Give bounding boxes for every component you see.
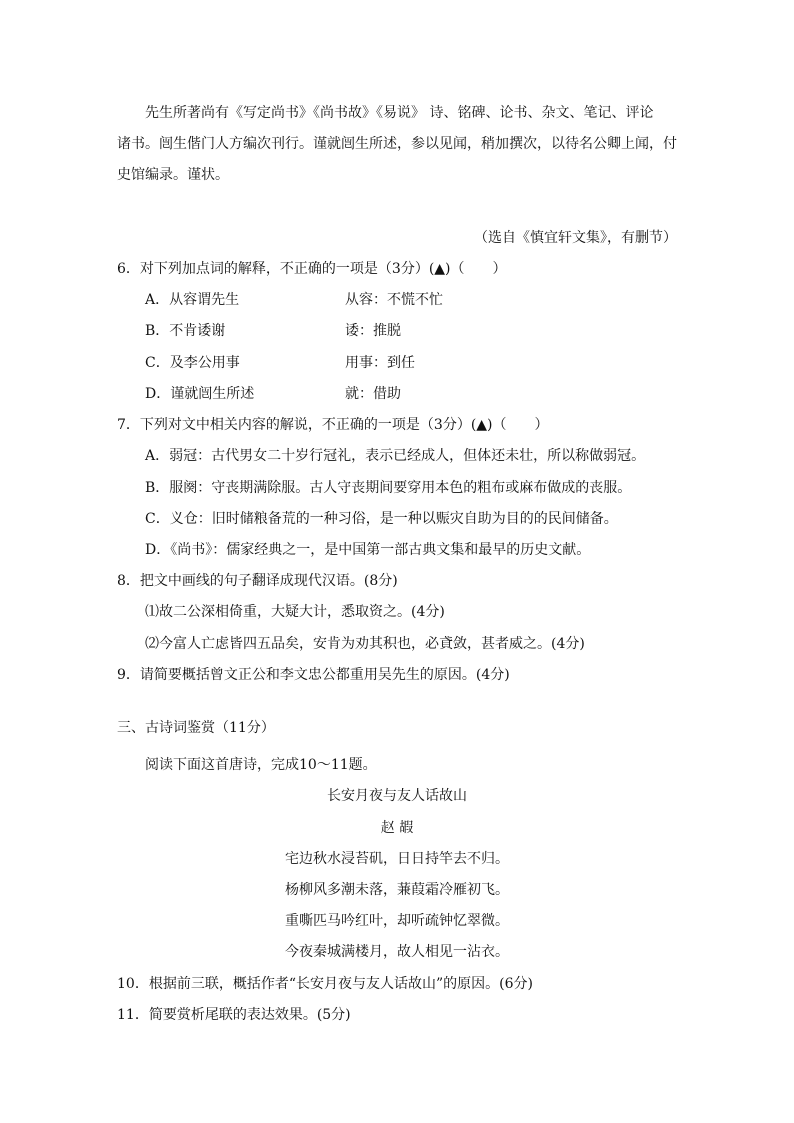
- question-6-option-d: [145, 384, 645, 404]
- question-8-item-1: ⑴故二公深相倚重，大疑大计，悉取资之。(4分): [145, 604, 445, 620]
- question-7-stem: 7．下列对文中相关内容的解说，不正确的一项是（3分）(▲)（ ）: [117, 417, 549, 433]
- poem-line-1: 宅边秋水浸苔矶，日日持竿去不归。: [285, 851, 509, 867]
- option-text: A．从容谓先生: [145, 292, 240, 308]
- question-6-option-c: [145, 353, 645, 373]
- option-text: D．谨就闿生所述: [145, 386, 255, 402]
- option-explanation: 用事：到任: [345, 355, 415, 371]
- question-9-stem: 9．请简要概括曾文正公和李文忠公都重用吴先生的原因。(4分): [117, 667, 510, 683]
- option-explanation: 从容：不慌不忙: [345, 292, 443, 308]
- option-text: C．及李公用事: [145, 355, 240, 371]
- question-7-option-a: A．弱冠：古代男女二十岁行冠礼，表示已经成人，但体还未壮，所以称做弱冠。: [145, 448, 646, 464]
- question-11-stem: 11．简要赏析尾联的表达效果。(5分): [117, 1007, 351, 1023]
- question-8-item-2: ⑵今富人亡虑皆四五品矣，安肯为劝其积也，必貣敛，甚者威之。(4分): [145, 636, 585, 652]
- poem-line-4: 今夜秦城满楼月，故人相见一沾衣。: [285, 944, 509, 960]
- question-7-option-c: C．义仓：旧时储粮备荒的一种习俗，是一种以赈灾自助为目的的民间储备。: [145, 511, 618, 527]
- option-explanation: 就：借助: [345, 386, 401, 402]
- question-6-option-a: [145, 290, 645, 310]
- question-6-stem: 6．对下列加点词的解释，不正确的一项是（3分）(▲)（ ）: [117, 261, 507, 277]
- section-3-heading: 三、古诗词鉴赏（11分）: [117, 720, 275, 736]
- passage-line-3: 史馆编录。谨状。: [117, 167, 229, 183]
- question-7-option-d: D．《尚书》：儒家经典之一，是中国第一部古典文集和最早的历史文献。: [145, 542, 591, 558]
- option-text: B．不肯诿谢: [145, 323, 226, 339]
- poem-line-3: 重嘶匹马吟红叶，却听疏钟忆翠微。: [285, 913, 509, 929]
- question-6-option-b: [145, 321, 645, 341]
- passage-line-2: 诸书。闿生偕门人方编次刊行。谨就闿生所述，参以见闻，稍加撰次，以待名公卿上闻，付: [117, 136, 677, 152]
- question-10-stem: 10．根据前三联，概括作者“长安月夜与友人话故山”的原因。(6分): [117, 976, 533, 992]
- question-7-option-b: B．服阕：守丧期满除服。古人守丧期间要穿用本色的粗布或麻布做成的丧服。: [145, 480, 632, 496]
- poem-title: 长安月夜与友人话故山: [327, 788, 467, 804]
- option-explanation: 诿：推脱: [345, 323, 401, 339]
- poem-author: 赵 嘏: [380, 820, 414, 836]
- question-8-stem: 8．把文中画线的句子翻译成现代汉语。(8分): [117, 573, 398, 589]
- section-3-intro: 阅读下面这首唐诗，完成10～11题。: [145, 757, 377, 773]
- passage-source: （选自《慎宜轩文集》，有删节）: [474, 230, 677, 246]
- poem-line-2: 杨柳风多潮未落，蒹葭霜冷雁初飞。: [285, 882, 509, 898]
- passage-line-1: 先生所著尚有《写定尚书》《尚书故》《易说》 诗、铭碑、论书、杂文、笔记、评论: [145, 105, 654, 121]
